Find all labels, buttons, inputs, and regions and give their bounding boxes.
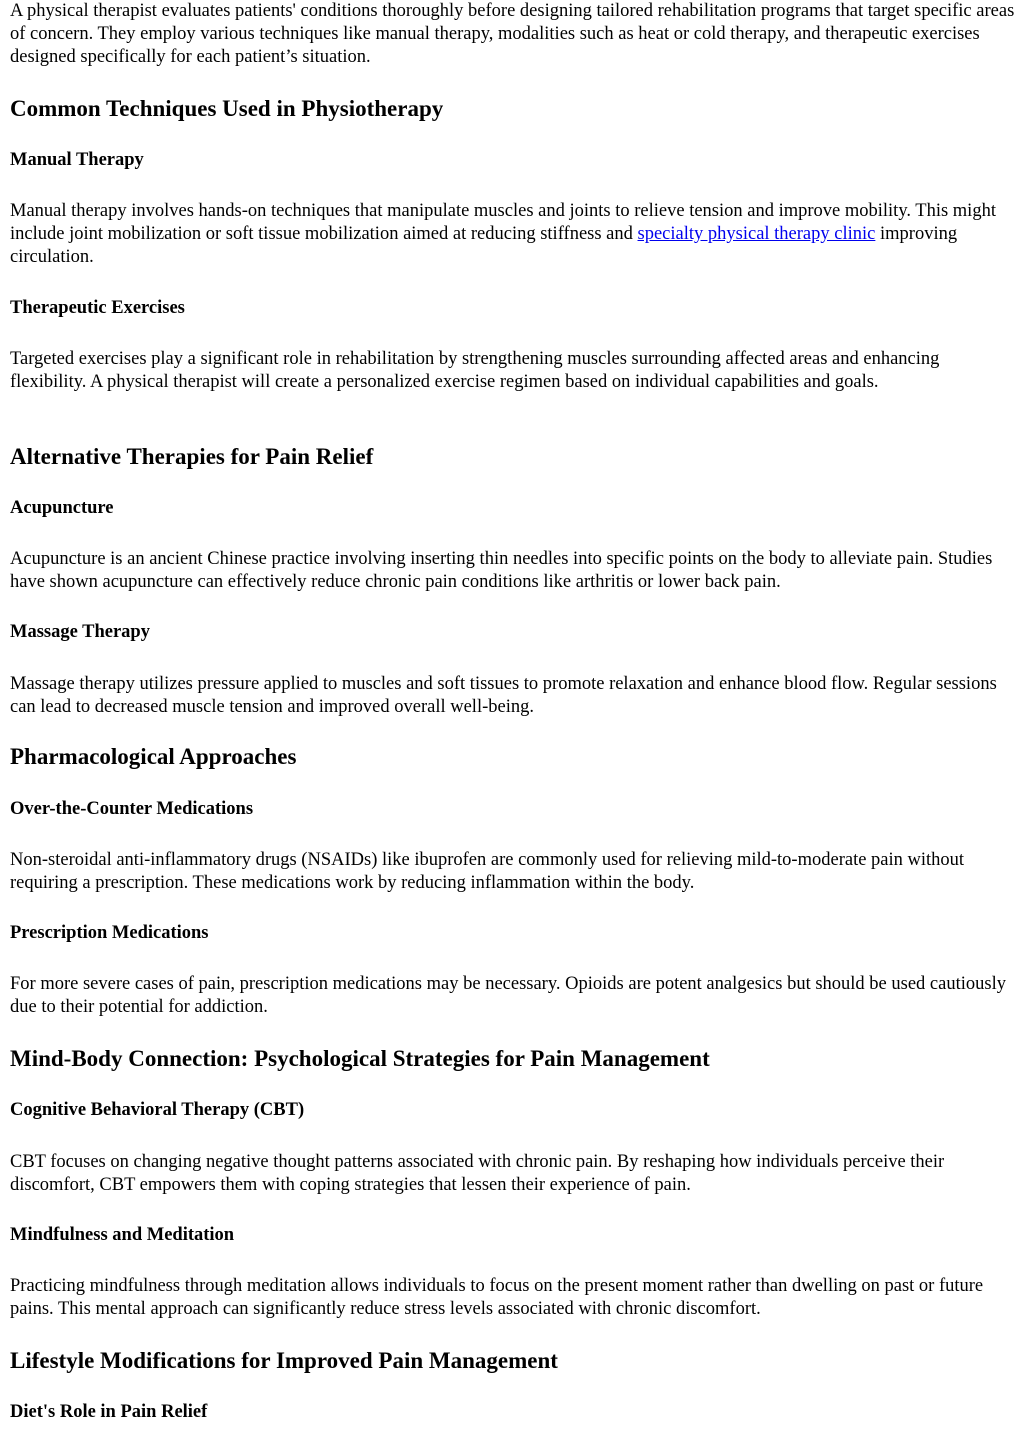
subheading-massage-therapy: Massage Therapy	[10, 622, 150, 642]
subheading-otc-medications: Over-the-Counter Medications	[10, 799, 254, 819]
mindfulness-paragraph: Practicing mindfulness through meditation allows individuals to focus on the present moment rather than dwelling on past or future pains. This mental approach can significantly reduce stress levels associated with chronic discomfort.	[10, 1276, 984, 1319]
cbt-paragraph: CBT focuses on changing negative thought patterns associated with chronic pain. By reshaping how individuals perceive their discomfort, CBT empowers them with coping strategies that lessen their experience of pain.	[10, 1152, 945, 1195]
manual-therapy-paragraph	[10, 200, 1015, 269]
section-heading-mind-body: Mind-Body Connection: Psychological Strategies for Pain Management	[10, 1046, 710, 1071]
section-heading-physiotherapy: Common Techniques Used in Physiotherapy	[10, 96, 444, 121]
otc-medications-paragraph: Non-steroidal anti-inflammatory drugs (NSAIDs) like ibuprofen are commonly used for relieving mild-to-moderate pain without requiring a prescription. These medications work by reducing inflammation within the body.	[10, 850, 965, 893]
therapeutic-exercises-paragraph: Targeted exercises play a significant role in rehabilitation by strengthening muscles surrounding affected areas and enhancing flexibility. A physical therapist will create a personalized exercise regimen based on individual capabilities and goals.	[10, 349, 940, 392]
subheading-manual-therapy: Manual Therapy	[10, 150, 144, 170]
prescription-medications-paragraph: For more severe cases of pain, prescription medications may be necessary. Opioids are potent analgesics but should be used cautiously due to their potential for addiction.	[10, 974, 1006, 1017]
section-heading-lifestyle: Lifestyle Modifications for Improved Pain Management	[10, 1348, 558, 1373]
subheading-diet: Diet's Role in Pain Relief	[10, 1402, 208, 1422]
subheading-mindfulness: Mindfulness and Meditation	[10, 1225, 235, 1245]
subheading-acupuncture: Acupuncture	[10, 498, 114, 518]
subheading-therapeutic-exercises: Therapeutic Exercises	[10, 298, 185, 318]
intro-paragraph: A physical therapist evaluates patients' conditions thoroughly before designing tailored rehabilitation programs that target specific areas of concern. They employ various techniques like manual therapy, modalities such as heat or cold therapy, and therapeutic exercises designed specifically for each patient’s situation.	[10, 1, 1015, 67]
acupuncture-paragraph: Acupuncture is an ancient Chinese practice involving inserting thin needles into specific points on the body to alleviate pain. Studies have shown acupuncture can effectively reduce chronic pain conditions like arthritis or lower back pain.	[10, 549, 993, 592]
manual-therapy-text-end: improving circulation.	[10, 224, 958, 267]
section-heading-pharmacological: Pharmacological Approaches	[10, 744, 297, 769]
manual-therapy-text: Manual therapy involves hands-on techniques that manipulate muscles and joints to relieve tension and improve mobility. This might include joint mobilization or soft tissue mobilization aimed at reducing stiffness and	[10, 201, 996, 244]
subheading-prescription-medications: Prescription Medications	[10, 923, 209, 943]
specialty-clinic-link[interactable]: specialty physical therapy clinic	[637, 224, 876, 244]
section-heading-alternative: Alternative Therapies for Pain Relief	[10, 444, 374, 469]
subheading-cbt: Cognitive Behavioral Therapy (CBT)	[10, 1100, 305, 1120]
massage-therapy-paragraph: Massage therapy utilizes pressure applied to muscles and soft tissues to promote relaxation and enhance blood flow. Regular sessions can lead to decreased muscle tension and improved overall well-being.	[10, 674, 997, 717]
